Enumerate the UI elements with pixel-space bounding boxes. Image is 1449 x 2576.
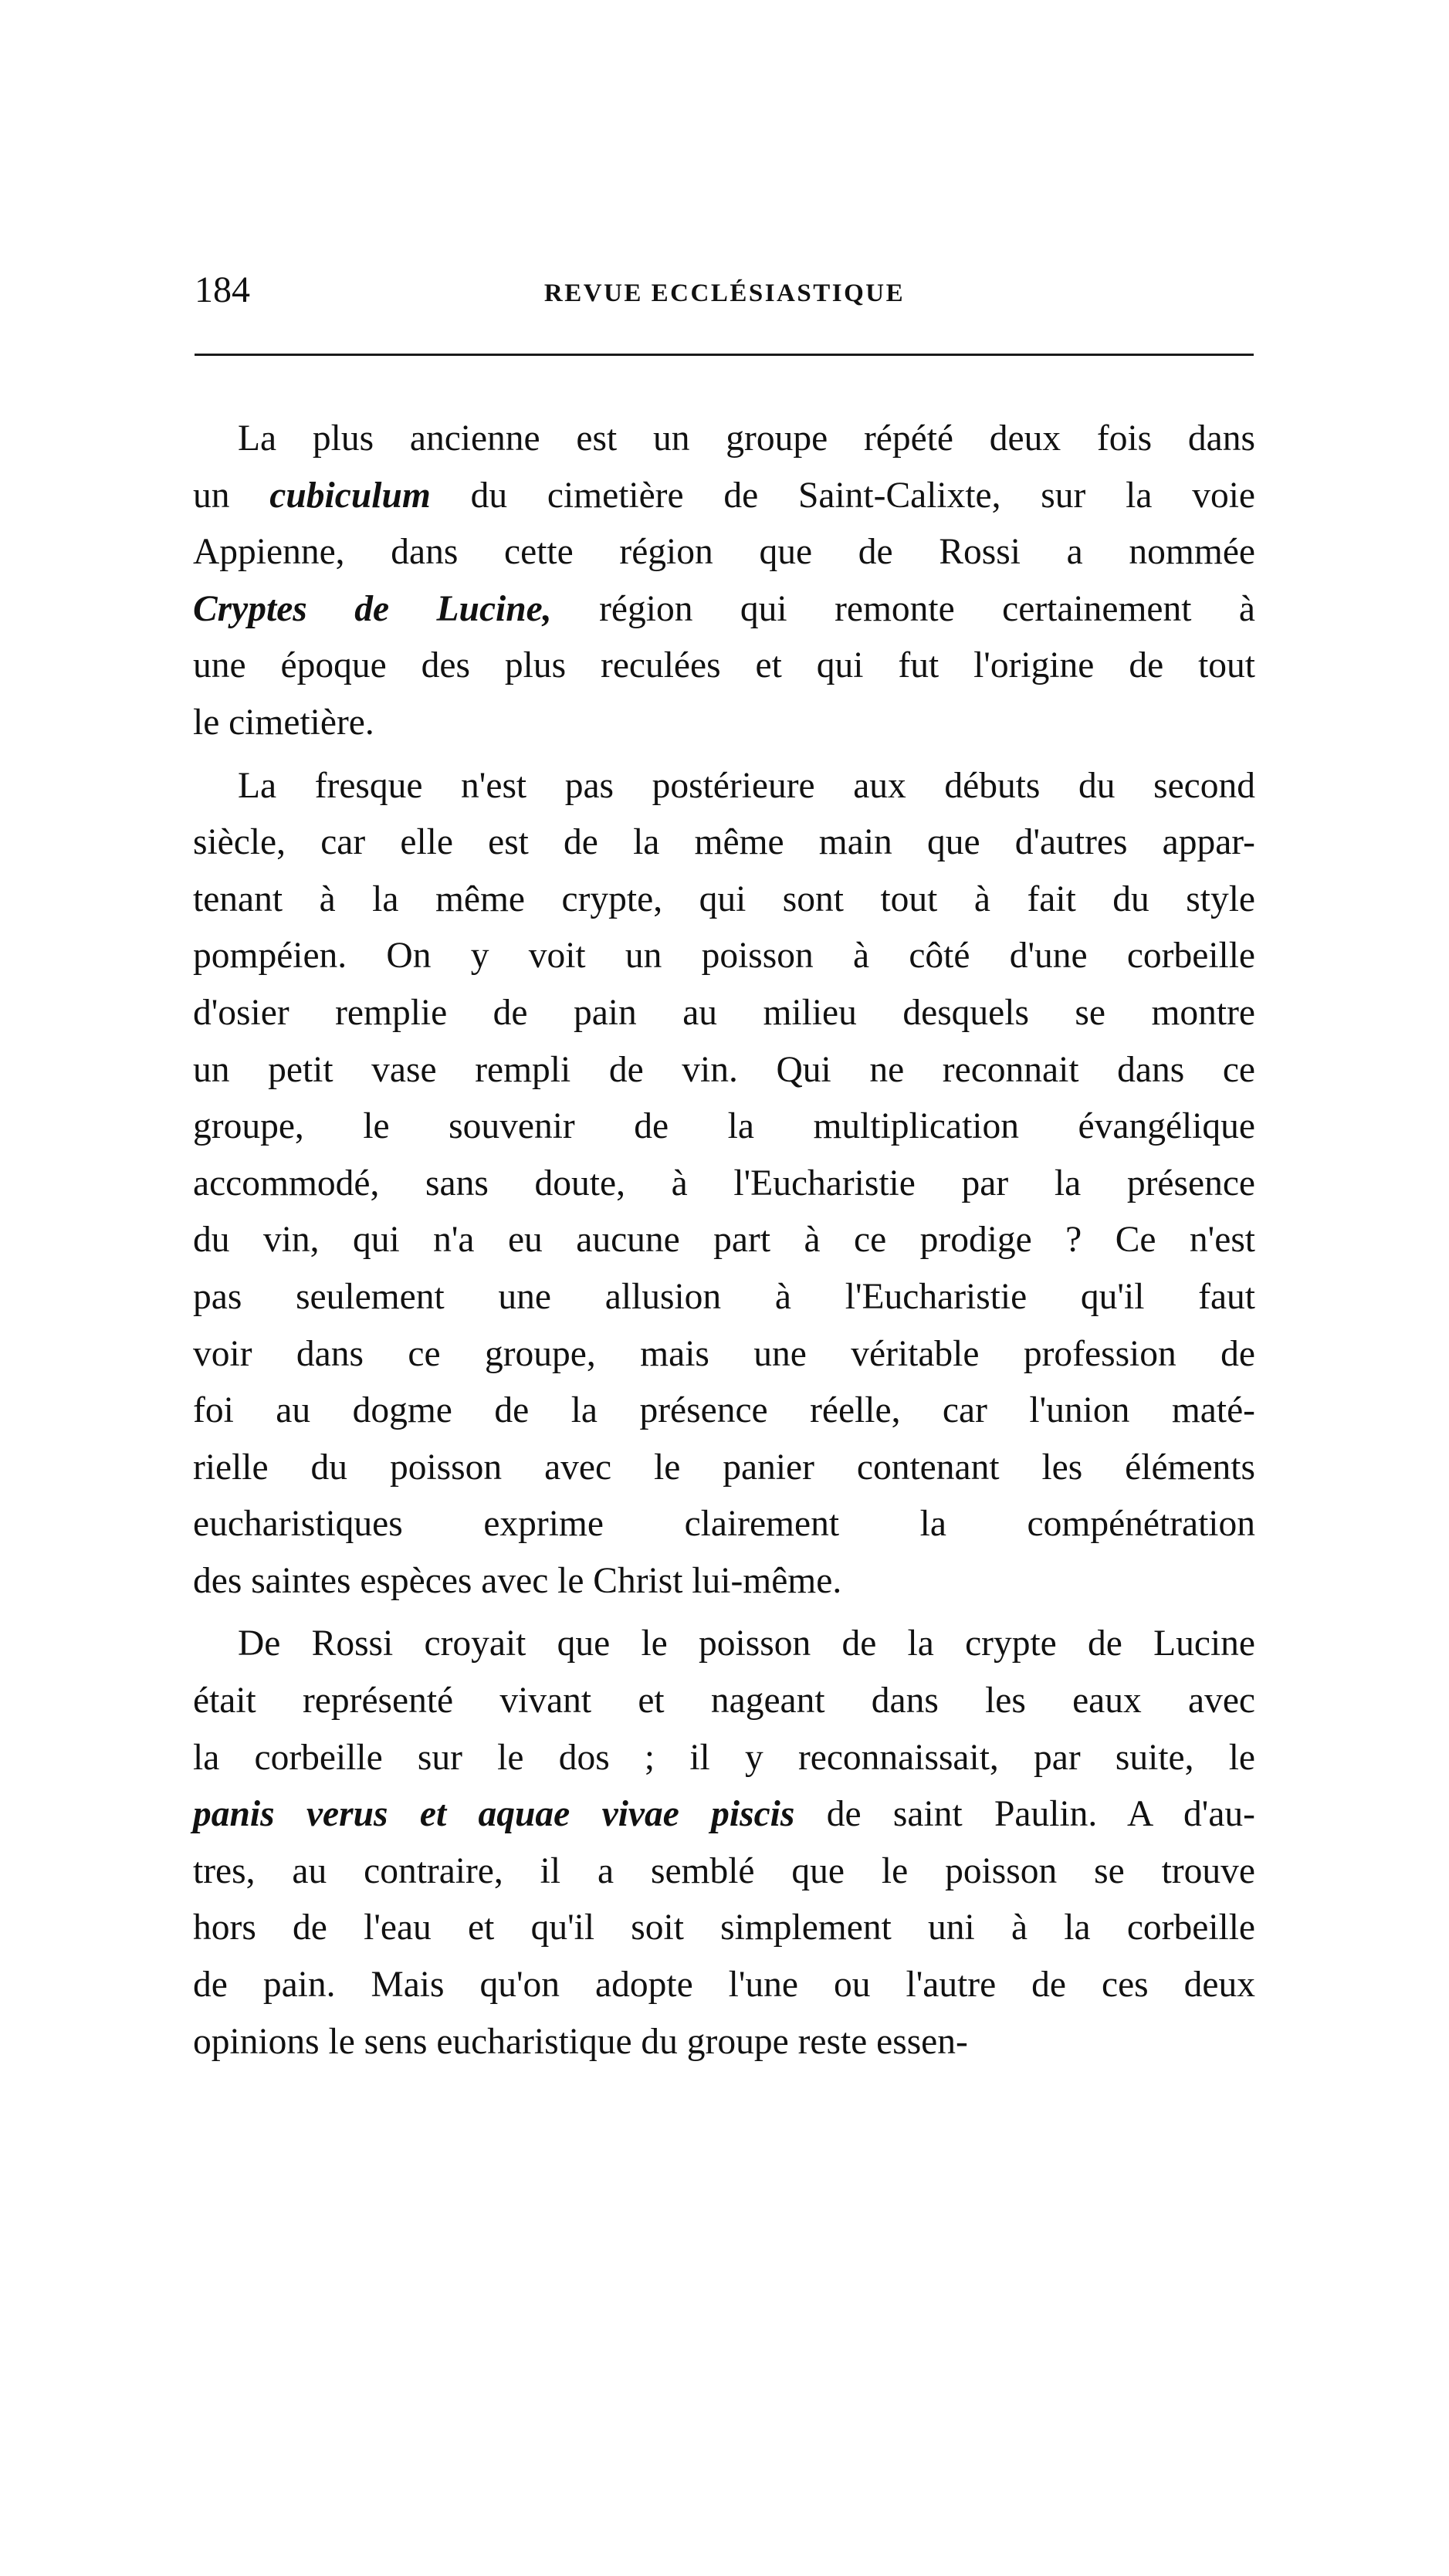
text-run: était représenté vivant et nageant dans les eaux avec [193,1681,1255,1721]
text-run: tres, au contraire, il a semblé que le poisson se trouve [193,1850,1255,1891]
text-run: groupe, le souvenir de la multiplication évangélique [193,1106,1255,1147]
text-line [193,1616,1255,1673]
text-line [193,1269,1255,1326]
text-line [193,524,1255,581]
text-run: De Rossi croyait que le poisson de la crypte de Lucine [238,1623,1255,1664]
text-run: pompéien. On y voit un poisson à côté d'une corbeille [193,936,1255,977]
text-run: tenant à la même crypte, qui sont tout à fait du style [193,878,1255,919]
text-run: voir dans ce groupe, mais une véritable profession de [193,1333,1255,1374]
text-line [193,1098,1255,1156]
text-line [193,814,1255,872]
running-title: REVUE ECCLÉSIASTIQUE [543,279,906,307]
text-line [193,1326,1255,1383]
text-line [193,985,1255,1042]
text-line [193,1843,1255,1901]
text-line [193,872,1255,929]
text-run: de pain. Mais qu'on adopte l'une ou l'autre de ces deux [193,1965,1255,2006]
paragraph [193,758,1255,1610]
text-run: opinions le sens eucharistique du groupe reste essen- [193,2021,968,2062]
page-number: 184 [195,269,250,310]
text-run: le cimetière. [193,702,374,743]
text-run: une époque des plus reculées et qui fut l'origine de tout [193,645,1255,686]
text-line [193,411,1255,468]
text-line [193,1900,1255,1957]
text-run: eucharistiques exprime clairement la compénétration [193,1504,1255,1545]
text-run: Appienne, dans cette région que de Rossi a nommée [193,532,1255,573]
header-rule [195,354,1254,356]
text-run: un petit vase rempli de vin. Qui ne reconnait dans ce [193,1049,1255,1090]
italic-text-run: panis verus et aquae vivae piscis [193,1794,795,1835]
text-line [193,1496,1255,1553]
text-run: de saint Paulin. A d'au- [794,1794,1255,1835]
paragraph [193,1616,1255,2070]
text-line [193,1673,1255,1730]
text-run: la corbeille sur le dos ; il y reconnaissait, par suite, le [193,1737,1255,1778]
text-run: accommodé, sans doute, à l'Eucharistie par la présence [193,1163,1255,1203]
text-line [193,1440,1255,1497]
paragraph [193,411,1255,752]
text-run: rielle du poisson avec le panier contenant les éléments [193,1447,1255,1488]
text-run: du cimetière de Saint-Calixte, sur la voie [430,475,1255,516]
text-line [193,581,1255,638]
text-line [193,758,1255,815]
text-line [193,928,1255,985]
text-line [193,1957,1255,2014]
text-line [193,1212,1255,1269]
text-line [193,1156,1255,1213]
text-run: pas seulement une allusion à l'Eucharistie qu'il faut [193,1276,1255,1317]
text-line [193,638,1255,695]
text-run: du vin, qui n'a eu aucune part à ce prodige ? Ce n'est [193,1220,1255,1261]
text-run: des saintes espèces avec le Christ lui-même. [193,1560,842,1601]
text-run: La fresque n'est pas postérieure aux débuts du second [238,765,1255,806]
text-run: La plus ancienne est un groupe répété deux fois dans [238,418,1255,459]
text-run: d'osier remplie de pain au milieu desquels se montre [193,992,1255,1033]
italic-text-run: cubiculum [269,475,431,516]
text-line [193,1553,1255,1610]
text-line [193,2014,1255,2071]
text-line [193,1383,1255,1440]
text-line [193,695,1255,752]
italic-text-run: Cryptes de Lucine, [193,588,552,629]
text-run: foi au dogme de la présence réelle, car l'union maté- [193,1390,1255,1431]
text-line [193,1042,1255,1099]
text-run: siècle, car elle est de la même main que d'autres appar- [193,822,1255,863]
text-run: hors de l'eau et qu'il soit simplement uni à la corbeille [193,1907,1255,1948]
body-text [193,411,1255,2077]
text-line [193,468,1255,525]
text-run: un [193,475,270,516]
text-line [193,1786,1255,1843]
text-run: région qui remonte certainement à [551,588,1255,629]
text-line [193,1730,1255,1787]
